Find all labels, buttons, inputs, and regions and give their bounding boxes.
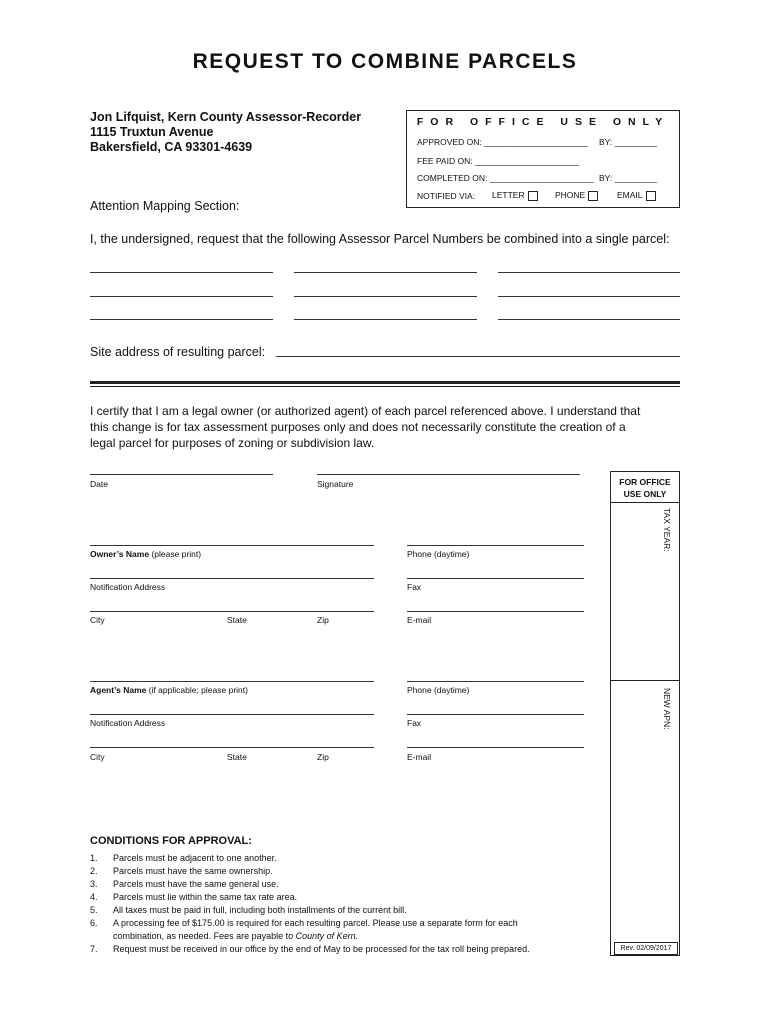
condition-item xyxy=(90,943,530,956)
email-label: EMAIL xyxy=(617,190,643,200)
conditions-title: CONDITIONS FOR APPROVAL: xyxy=(90,835,252,847)
parcel-number-line[interactable] xyxy=(498,272,680,273)
condition-text: Request must be received in our office by the end of May to be processed for the tax roll being prepared. xyxy=(113,944,530,954)
attention-label: Attention Mapping Section: xyxy=(90,199,240,213)
condition-number: 1. xyxy=(90,853,98,863)
fee-paid-on-field: FEE PAID ON: ______________________ xyxy=(417,156,579,166)
phone-label: PHONE xyxy=(555,190,586,200)
condition-number: 7. xyxy=(90,944,98,954)
agent-phone-line[interactable] xyxy=(407,681,584,682)
condition-item-continued xyxy=(90,930,530,943)
revision-label: Rev. 02/09/2017 xyxy=(614,942,678,955)
site-address-line[interactable] xyxy=(276,356,680,357)
owner-fax-label: Fax xyxy=(407,582,422,592)
email-checkbox[interactable] xyxy=(646,191,656,201)
condition-item xyxy=(90,891,530,904)
owner-address-line[interactable] xyxy=(90,578,374,579)
section-divider-thin xyxy=(90,386,680,387)
parcel-number-line[interactable] xyxy=(90,272,273,273)
sidebar-divider xyxy=(611,680,679,681)
owner-email-line[interactable] xyxy=(407,611,584,612)
agent-address-line[interactable] xyxy=(90,714,374,715)
address-line-3: Bakersfield, CA 93301-4639 xyxy=(90,140,253,154)
certification-line: this change is for tax assessment purposes only and does not necessarily constitute the creation of a xyxy=(90,420,626,434)
agent-phone-label: Phone (daytime) xyxy=(407,685,470,695)
letter-label: LETTER xyxy=(492,190,525,200)
condition-number: 3. xyxy=(90,879,98,889)
condition-item xyxy=(90,904,530,917)
owner-name-label xyxy=(90,549,201,559)
sidebar-heading xyxy=(611,476,679,500)
site-address-label: Site address of resulting parcel: xyxy=(90,345,266,359)
date-line[interactable] xyxy=(90,474,273,475)
owner-email-label: E-mail xyxy=(407,615,432,625)
owner-state-label: State xyxy=(227,615,247,625)
sidebar-heading-line: FOR OFFICE xyxy=(619,477,671,487)
completed-by-field: BY: _________ xyxy=(599,173,658,183)
certification-line: legal parcel for purposes of zoning or subdivision law. xyxy=(90,436,375,450)
conditions-list xyxy=(90,852,530,956)
condition-item xyxy=(90,917,530,930)
parcel-number-line[interactable] xyxy=(294,319,477,320)
certification-text xyxy=(90,403,690,451)
condition-text: Parcels must have the same general use. xyxy=(113,879,279,889)
sidebar-heading-line: USE ONLY xyxy=(623,489,667,499)
parcel-number-line[interactable] xyxy=(294,272,477,273)
address-line-2: 1115 Truxtun Avenue xyxy=(90,125,214,139)
office-use-sidebar xyxy=(610,471,680,956)
agent-fax-line[interactable] xyxy=(407,714,584,715)
condition-text: Parcels must lie within the same tax rate area. xyxy=(113,892,298,902)
agent-name-line[interactable] xyxy=(90,681,374,682)
parcel-number-line[interactable] xyxy=(498,296,680,297)
office-use-box xyxy=(406,110,680,208)
date-label: Date xyxy=(90,479,108,489)
condition-number: 4. xyxy=(90,892,98,902)
letter-checkbox[interactable] xyxy=(528,191,538,201)
agent-address-label: Notification Address xyxy=(90,718,166,728)
condition-number: 5. xyxy=(90,905,98,915)
request-statement: I, the undersigned, request that the following Assessor Parcel Numbers be combined into a single parcel: xyxy=(90,232,670,246)
owner-phone-line[interactable] xyxy=(407,545,584,546)
parcel-number-line[interactable] xyxy=(90,319,273,320)
condition-text: Parcels must have the same ownership. xyxy=(113,866,273,876)
agent-fax-label: Fax xyxy=(407,718,422,728)
section-divider xyxy=(90,381,680,384)
condition-text: Parcels must be adjacent to one another. xyxy=(113,853,277,863)
payable-to-text: County of Kern. xyxy=(295,931,359,941)
agent-city-line[interactable] xyxy=(90,747,374,748)
signature-label: Signature xyxy=(317,479,354,489)
owner-name-bold: Owner’s Name xyxy=(90,549,150,559)
owner-zip-label: Zip xyxy=(317,615,329,625)
parcel-number-line[interactable] xyxy=(294,296,477,297)
condition-text: A processing fee of $175.00 is required for each resulting parcel. Please use a separate form for each xyxy=(113,918,518,928)
agent-state-label: State xyxy=(227,752,247,762)
condition-item xyxy=(90,865,530,878)
phone-checkbox[interactable] xyxy=(588,191,598,201)
new-apn-label: NEW APN: xyxy=(662,688,672,730)
condition-item xyxy=(90,878,530,891)
agent-zip-label: Zip xyxy=(317,752,329,762)
completed-on-field: COMPLETED ON: ______________________ xyxy=(417,173,594,183)
certification-line: I certify that I am a legal owner (or authorized agent) of each parcel referenced above. I understand that xyxy=(90,404,641,418)
agent-name-bold: Agent’s Name xyxy=(90,685,147,695)
parcel-number-line[interactable] xyxy=(498,319,680,320)
tax-year-label: TAX YEAR: xyxy=(662,508,672,552)
agent-email-label: E-mail xyxy=(407,752,432,762)
approved-by-field: BY: _________ xyxy=(599,137,658,147)
owner-address-label: Notification Address xyxy=(90,582,166,592)
owner-phone-label: Phone (daytime) xyxy=(407,549,470,559)
page-title: REQUEST TO COMBINE PARCELS xyxy=(192,50,578,73)
signature-line[interactable] xyxy=(317,474,580,475)
owner-city-label: City xyxy=(90,615,105,625)
assessor-address xyxy=(90,110,361,155)
approved-on-field: APPROVED ON: ______________________ xyxy=(417,137,589,147)
office-use-title: FOR OFFICE USE ONLY xyxy=(416,116,670,128)
condition-text: All taxes must be paid in full, including both installments of the current bill. xyxy=(113,905,407,915)
notified-via-label: NOTIFIED VIA: xyxy=(417,191,476,201)
condition-number: 6. xyxy=(90,918,98,928)
owner-fax-line[interactable] xyxy=(407,578,584,579)
agent-name-hint: (if applicable; please print) xyxy=(146,685,248,695)
owner-city-line[interactable] xyxy=(90,611,374,612)
condition-item xyxy=(90,852,530,865)
agent-email-line[interactable] xyxy=(407,747,584,748)
sidebar-divider xyxy=(611,502,679,503)
address-line-1: Jon Lifquist, Kern County Assessor-Recorder xyxy=(90,110,362,124)
letter-option xyxy=(492,190,538,201)
email-option xyxy=(617,190,656,201)
condition-number: 2. xyxy=(90,866,98,876)
agent-name-label xyxy=(90,685,248,695)
agent-city-label: City xyxy=(90,752,105,762)
owner-name-line[interactable] xyxy=(90,545,374,546)
condition-text: combination, as needed. Fees are payable to xyxy=(113,931,296,941)
phone-option xyxy=(555,190,598,201)
owner-name-hint: (please print) xyxy=(149,549,202,559)
parcel-number-line[interactable] xyxy=(90,296,273,297)
